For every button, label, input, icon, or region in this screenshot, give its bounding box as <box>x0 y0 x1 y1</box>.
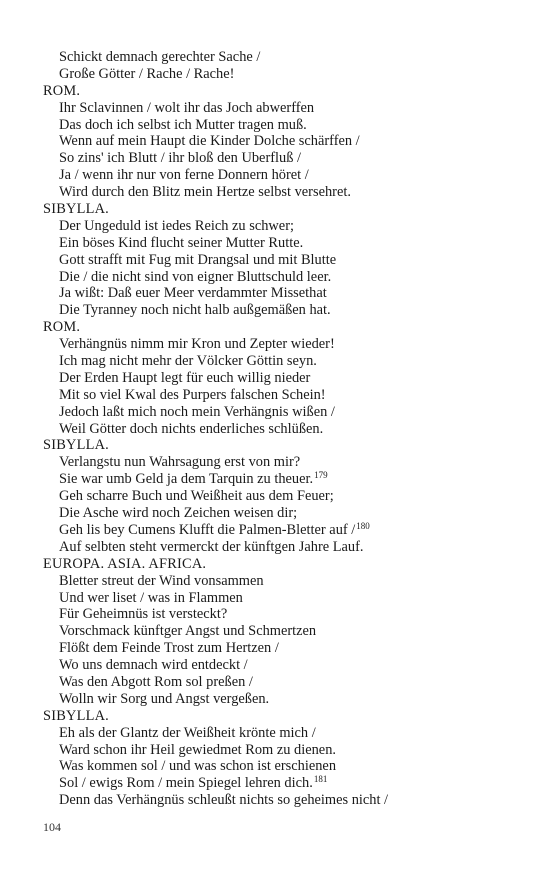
verse-line <box>43 792 513 809</box>
verse-line <box>43 674 513 691</box>
verse-line <box>43 100 513 117</box>
verse-text: Das doch ich selbst ich Mutter tragen muß. <box>59 116 307 133</box>
verse-line <box>43 454 513 471</box>
verse-text: Die Asche wird noch Zeichen weisen dir; <box>59 505 298 522</box>
speaker-name: ROM. <box>43 319 81 336</box>
verse-line <box>43 725 513 742</box>
verse-line <box>43 235 513 252</box>
verse-text: Geh scharre Buch und Weißheit aus dem Feuer; <box>59 488 334 505</box>
verse-text: Die / die nicht sind von eigner Bluttschuld leer. <box>59 268 332 285</box>
speaker-label <box>43 556 513 573</box>
verse-text: Wenn auf mein Haupt die Kinder Dolche schärffen / <box>59 133 360 150</box>
verse-line <box>43 387 513 404</box>
verse-line <box>43 66 513 83</box>
verse-line <box>43 269 513 286</box>
verse-text: Was kommen sol / und was schon ist erschienen <box>59 758 337 775</box>
verse-line <box>43 117 513 134</box>
verse-line <box>43 623 513 640</box>
verse-line <box>43 573 513 590</box>
speaker-name: SIBYLLA. <box>43 707 109 724</box>
verse-line <box>43 336 513 353</box>
verse-text: Ihr Sclavinnen / wolt ihr das Joch abwerffen <box>59 99 315 116</box>
speaker-label <box>43 201 513 218</box>
verse-text: Wolln wir Sorg und Angst vergeßen. <box>59 690 270 707</box>
speaker-name: SIBYLLA. <box>43 437 109 454</box>
verse-text: Der Erden Haupt legt für euch willig nieder <box>59 369 311 386</box>
verse-text: Wo uns demnach wird entdeckt / <box>59 657 248 674</box>
verse-text: Der Ungeduld ist iedes Reich zu schwer; <box>59 217 294 234</box>
verse-line <box>43 522 513 539</box>
verse-line <box>43 353 513 370</box>
verse-line <box>43 691 513 708</box>
verse-text: Weil Götter doch nichts enderliches schlüßen. <box>59 420 324 437</box>
verse-line <box>43 657 513 674</box>
verse-line <box>43 218 513 235</box>
verse-line <box>43 421 513 438</box>
verse-line <box>43 370 513 387</box>
verse-text: Auf selbten steht vermerckt der künftgen Jahre Lauf. <box>59 538 364 555</box>
speaker-name: ROM. <box>43 82 81 99</box>
speaker-label <box>43 319 513 336</box>
page-number: 104 <box>43 820 61 834</box>
verse-line <box>43 742 513 759</box>
verse-line <box>43 49 513 66</box>
drama-text <box>43 49 513 809</box>
verse-line <box>43 302 513 319</box>
verse-text: Verlangstu nun Wahrsagung erst von mir? <box>59 454 301 471</box>
verse-text: Ja wißt: Daß euer Meer verdammter Missethat <box>59 285 327 302</box>
verse-text: So zins' ich Blutt / ihr bloß den Uberfluß / <box>59 150 302 167</box>
verse-text: Sol / ewigs Rom / mein Spiegel lehren dich. <box>59 775 313 792</box>
verse-text: Geh lis bey Cumens Klufft die Palmen-Bletter auf / <box>59 521 356 538</box>
verse-line <box>43 167 513 184</box>
verse-text: Flößt dem Feinde Trost zum Hertzen / <box>59 640 279 657</box>
verse-line <box>43 505 513 522</box>
verse-line <box>43 775 513 792</box>
verse-line <box>43 184 513 201</box>
verse-text: Wird durch den Blitz mein Hertze selbst versehret. <box>59 184 351 201</box>
verse-text: Gott strafft mit Fug mit Drangsal und mit Blutte <box>59 251 337 268</box>
verse-text: Für Geheimnüs ist versteckt? <box>59 606 228 623</box>
speaker-name: EUROPA. ASIA. AFRICA. <box>43 555 207 572</box>
verse-text: Sie war umb Geld ja dem Tarquin zu theuer. <box>59 471 314 488</box>
verse-text: Was den Abgott Rom sol preßen / <box>59 673 253 690</box>
verse-line <box>43 640 513 657</box>
speaker-label <box>43 708 513 725</box>
verse-line <box>43 471 513 488</box>
verse-text: Mit so viel Kwal des Purpers falschen Schein! <box>59 386 326 403</box>
verse-line <box>43 133 513 150</box>
verse-line <box>43 252 513 269</box>
verse-line <box>43 488 513 505</box>
verse-text: Eh als der Glantz der Weißheit krönte mich / <box>59 724 316 741</box>
verse-text: Denn das Verhängnüs schleußt nichts so geheimes nicht / <box>59 792 389 809</box>
verse-text: Verhängnüs nimm mir Kron und Zepter wieder! <box>59 336 335 353</box>
verse-text: Schickt demnach gerechter Sache / <box>59 49 261 65</box>
verse-line <box>43 590 513 607</box>
verse-line <box>43 285 513 302</box>
verse-line <box>43 150 513 167</box>
verse-text: Ich mag nicht mehr der Völcker Göttin seyn. <box>59 353 317 370</box>
verse-text: Jedoch laßt mich noch mein Verhängnis wißen / <box>59 403 335 420</box>
verse-text: Und wer liset / was in Flammen <box>59 589 243 606</box>
speaker-label <box>43 83 513 100</box>
verse-text: Ein böses Kind flucht seiner Mutter Rutte. <box>59 234 304 251</box>
verse-line <box>43 539 513 556</box>
footnote-marker: 180 <box>356 520 370 531</box>
verse-line <box>43 606 513 623</box>
footnote-marker: 179 <box>314 470 328 481</box>
verse-line <box>43 758 513 775</box>
speaker-label <box>43 437 513 454</box>
verse-text: Vorschmack künftger Angst und Schmertzen <box>59 623 317 640</box>
verse-text: Bletter streut der Wind vonsammen <box>59 572 264 589</box>
verse-line <box>43 404 513 421</box>
speaker-name: SIBYLLA. <box>43 201 109 218</box>
verse-text: Große Götter / Rache / Rache! <box>59 65 235 82</box>
verse-text: Ward schon ihr Heil gewiedmet Rom zu dienen. <box>59 741 336 758</box>
footnote-marker: 181 <box>313 774 328 785</box>
verse-text: Die Tyranney noch nicht halb außgemäßen hat. <box>59 302 331 319</box>
verse-text: Ja / wenn ihr nur von ferne Donnern höret / <box>59 167 309 184</box>
